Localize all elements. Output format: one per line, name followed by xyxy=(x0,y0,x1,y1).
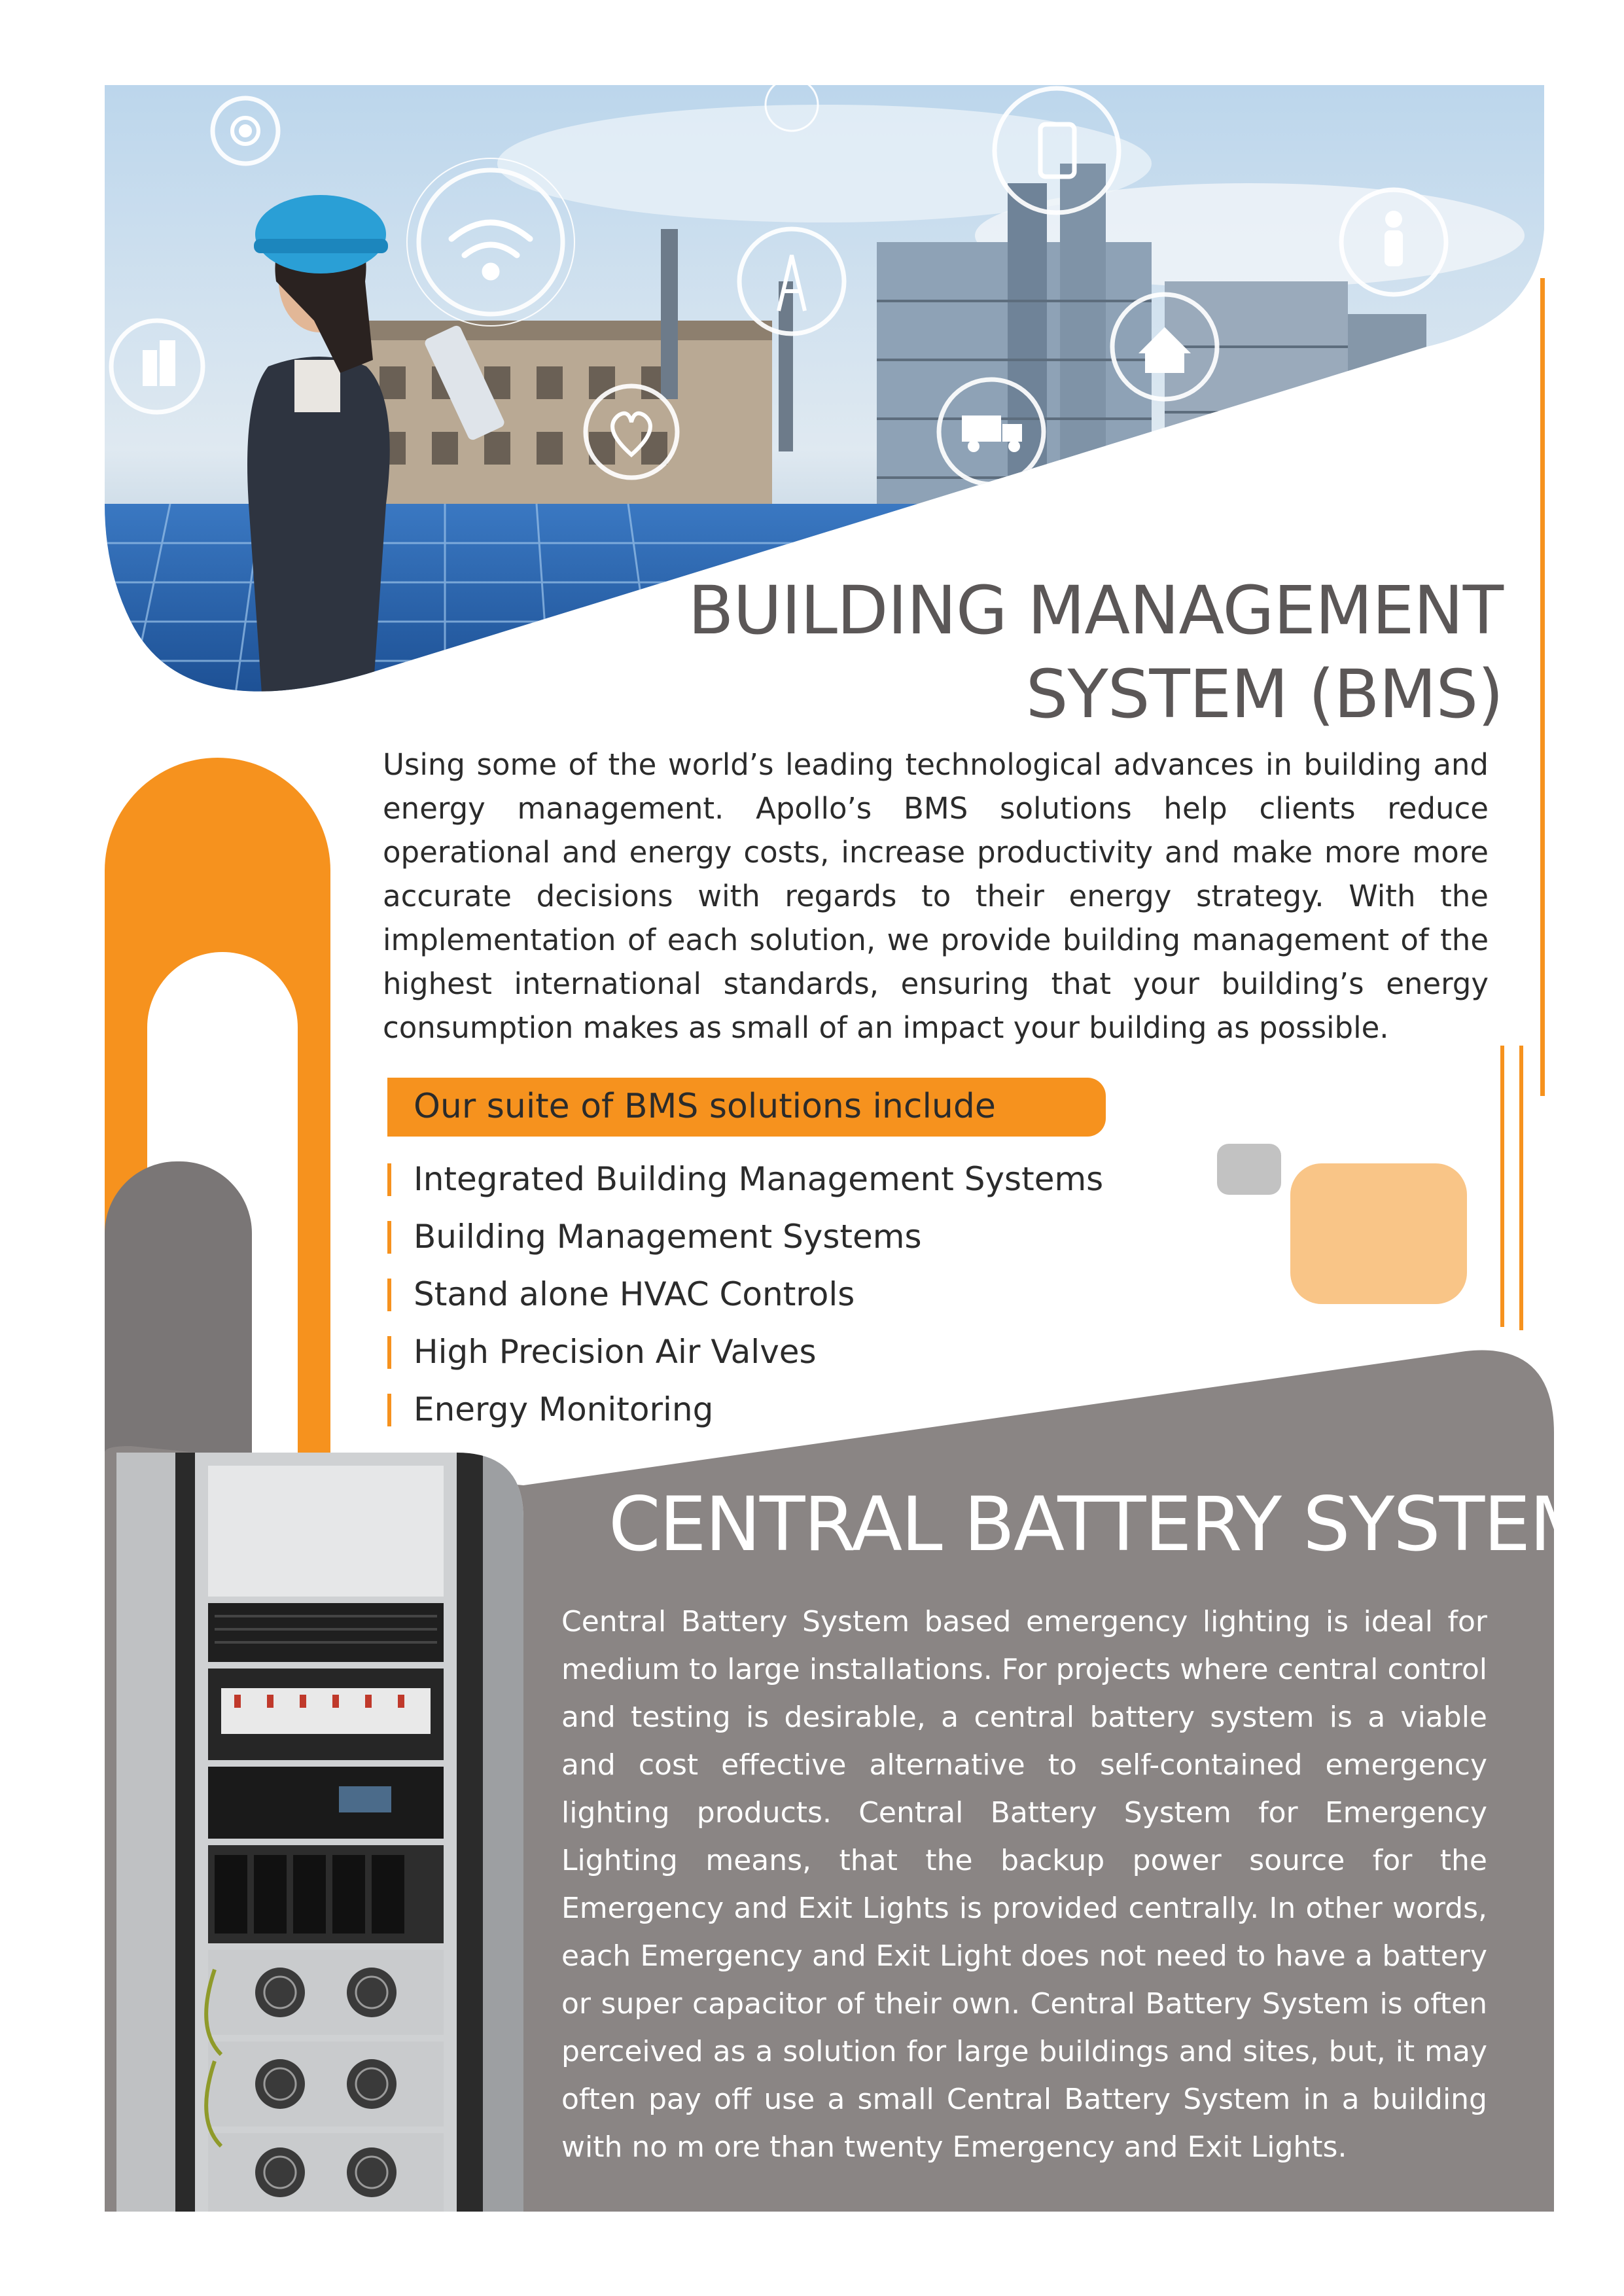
bms-title-line2: SYSTEM (BMS) xyxy=(1025,656,1503,733)
list-item: Integrated Building Management Systems xyxy=(387,1150,1103,1208)
suite-heading-banner xyxy=(387,1078,1106,1137)
bms-title xyxy=(587,569,1503,737)
decorative-square xyxy=(1217,1144,1281,1195)
cbs-title: CENTRAL BATTERY SYSTEM xyxy=(609,1481,1593,1568)
list-item: Building Management Systems xyxy=(387,1208,1103,1265)
accent-line xyxy=(1519,1046,1523,1330)
list-item: Energy Monitoring xyxy=(387,1381,1103,1438)
decorative-square xyxy=(1290,1163,1467,1304)
accent-line xyxy=(1540,278,1545,1096)
cbs-description: Central Battery System based emergency lighting is ideal for medium to large installations. For projects where central control and testing is desirable, a central battery system is a viable and cost effective alternative to self-contained emergency lighting products. Central Battery System for Emergency Lighting means, that the backup power source for the Emergency and Exit Lights is provided centrally. In other words, each Emergency and Exit Light does not need to have a battery or super capacitor of their own. Central Battery System is often perceived as a solution for large buildings and sites, but, it may often pay off use a small Central Battery System in a building with no m ore than twenty Emergency and Exit Lights. xyxy=(561,1605,1487,2164)
bms-title-line1: BUILDING MANAGEMENT xyxy=(688,572,1503,650)
accent-line xyxy=(1500,1046,1504,1327)
list-item: High Precision Air Valves xyxy=(387,1323,1103,1381)
bms-description: Using some of the world’s leading technological advances in building and energy management. Apollo’s BMS solutions help clients reduce operational and energy costs, increase productivity and make more more accurate decisions with regards to their energy strategy. With the implementation of each solution, we provide building management of the highest international standards, ensuring that your building’s energy consumption makes as small of an impact your building as possible. xyxy=(383,747,1489,1045)
list-item: Stand alone HVAC Controls xyxy=(387,1265,1103,1323)
suite-heading: Our suite of BMS solutions include xyxy=(414,1087,996,1126)
battery-cabinet-image xyxy=(116,1453,523,2212)
person-icon xyxy=(1385,211,1403,266)
